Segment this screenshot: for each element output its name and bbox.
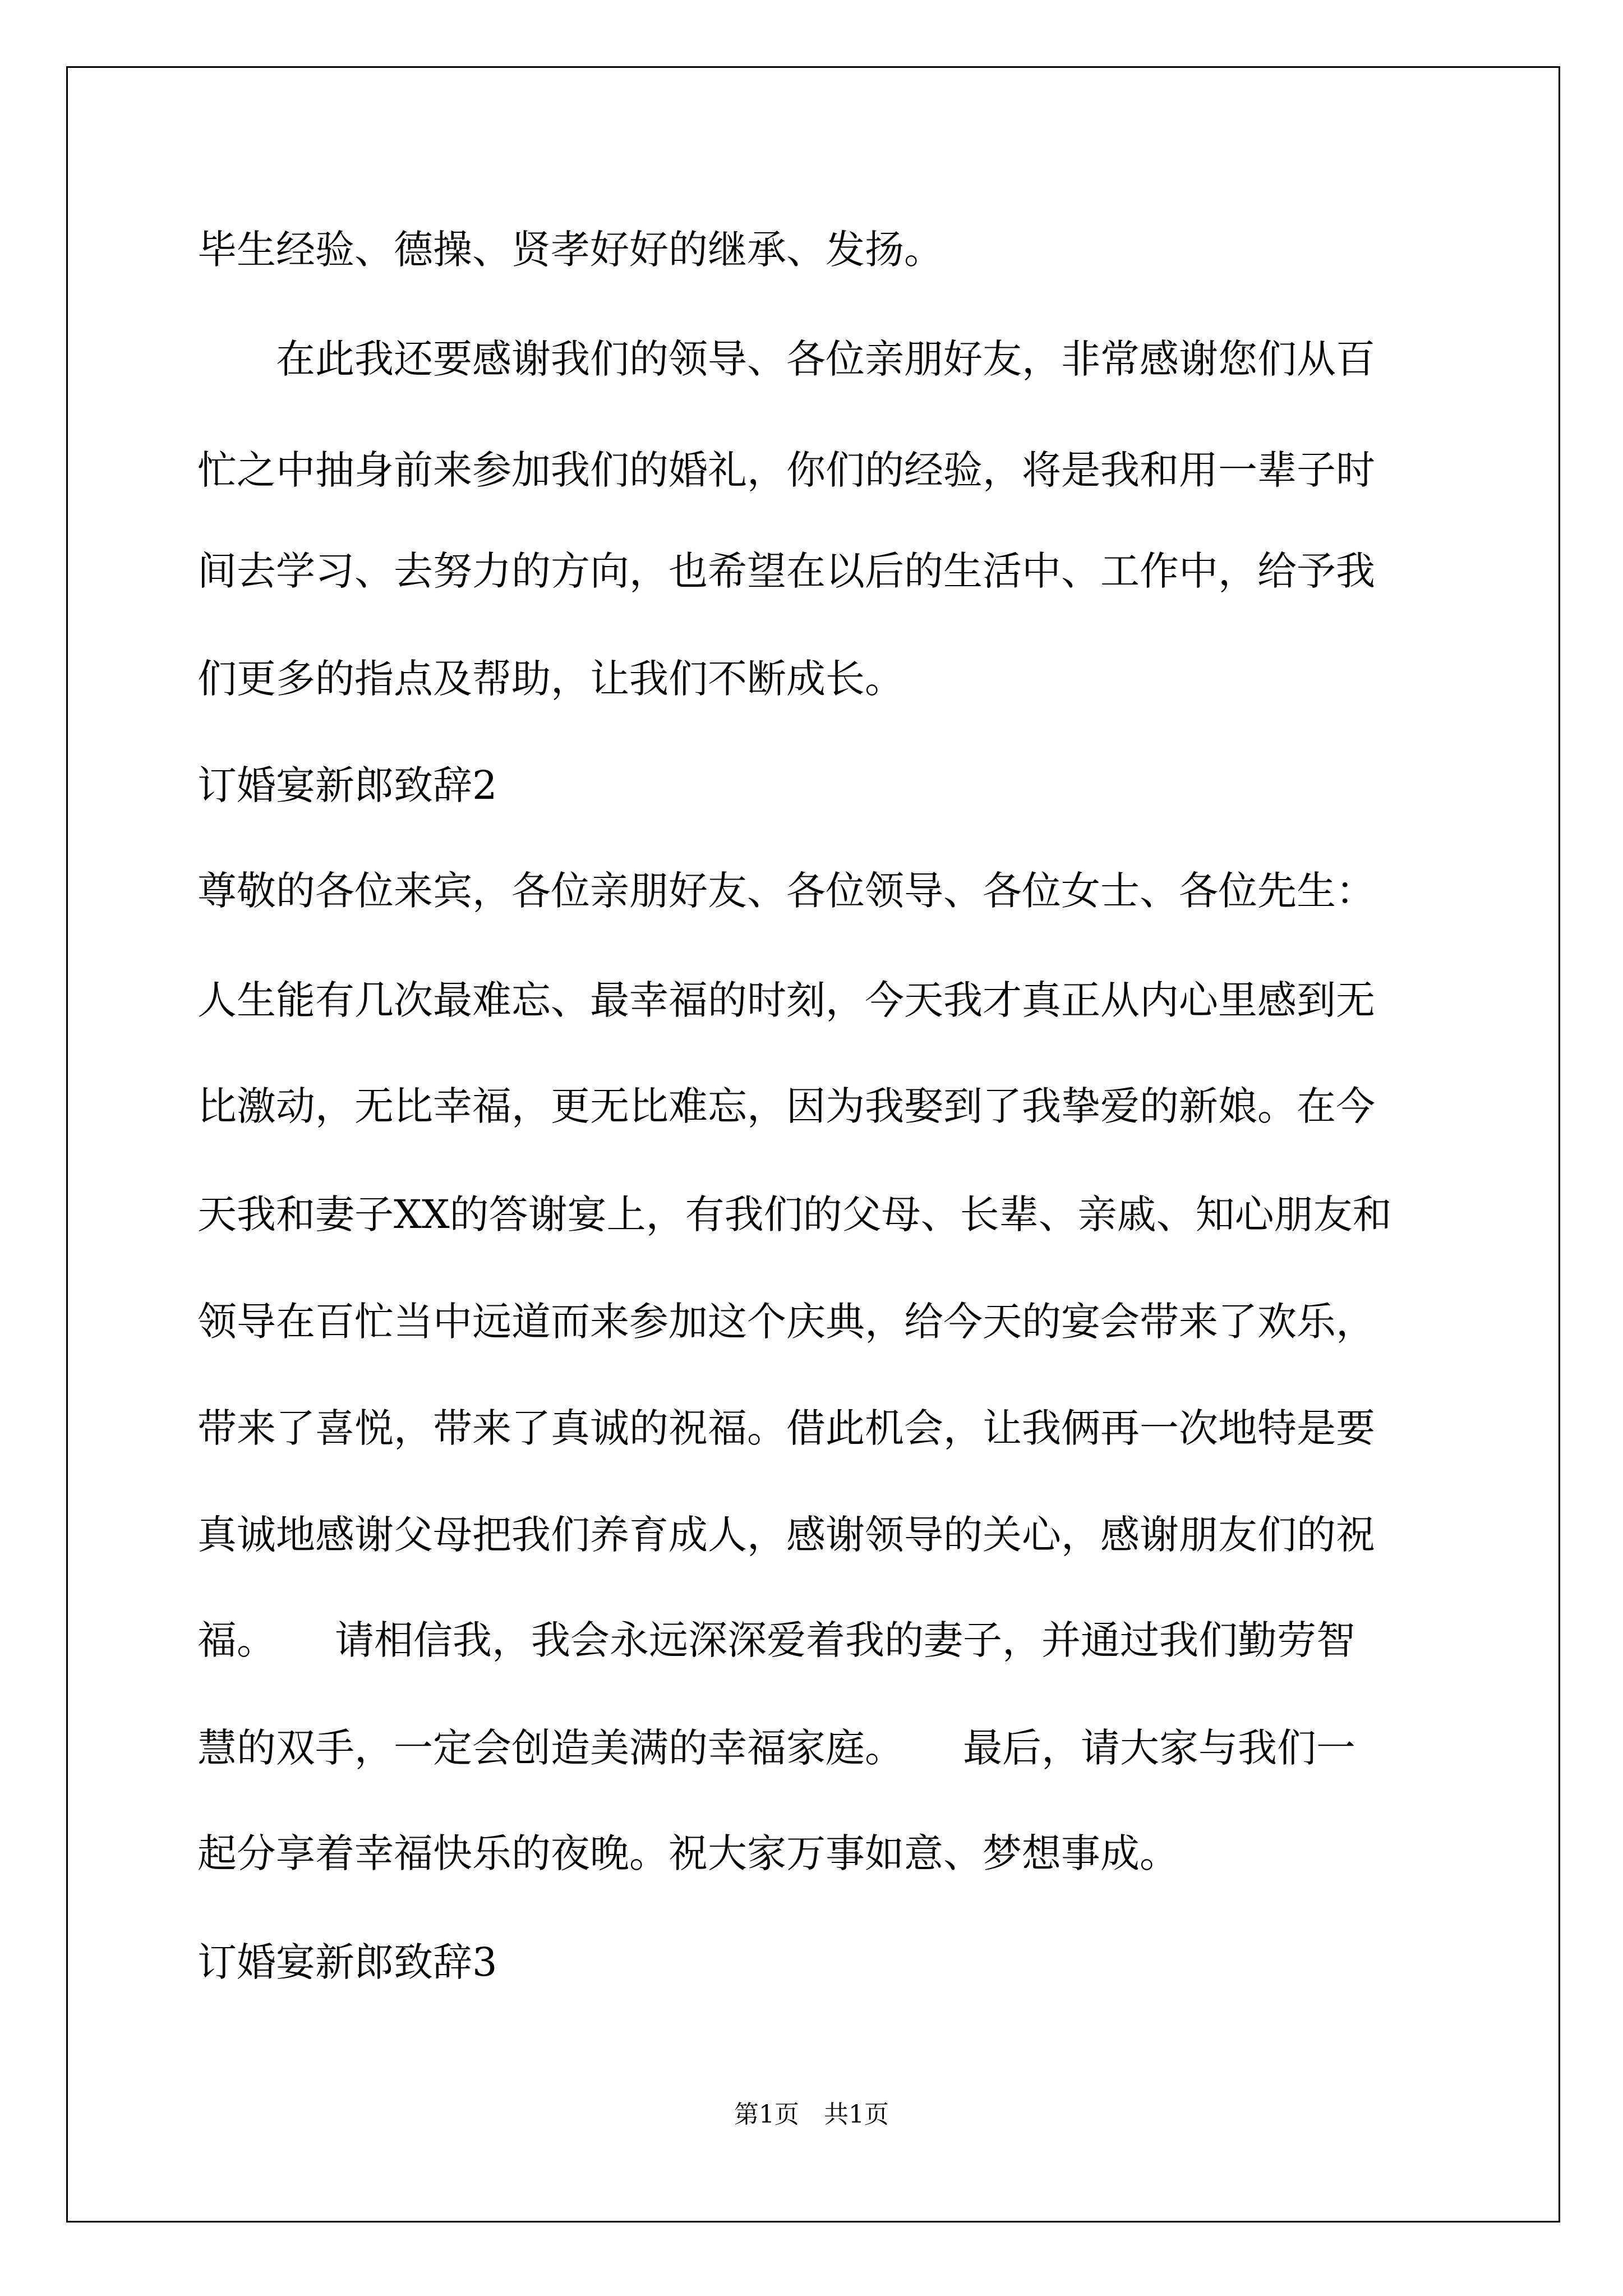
- text-line-16: 起分享着幸福快乐的夜晚。祝大家万事如意、梦想事成。: [197, 1830, 1179, 1876]
- text-line-8: 人生能有几次最难忘、最幸福的时刻，今天我才真正从内心里感到无: [197, 977, 1375, 1023]
- text-line-11: 领导在百忙当中远道而来参加这个庆典，给今天的宴会带来了欢乐，: [197, 1299, 1375, 1345]
- text-line-4: 间去学习、去努力的方向，也希望在以后的生活中、工作中，给予我: [197, 548, 1375, 594]
- text-line-3: 忙之中抽身前来参加我们的婚礼，你们的经验，将是我和用一辈子时: [197, 447, 1375, 493]
- page-number-footer: 第1页 共1页: [734, 2100, 889, 2129]
- text-line-14: 福。 请相信我，我会永远深深爱着我的妻子，并通过我们勤劳智: [197, 1617, 1355, 1663]
- text-line-5: 们更多的指点及帮助，让我们不断成长。: [197, 656, 904, 702]
- text-line-10: 天我和妻子XX的答谢宴上，有我们的父母、长辈、亲戚、知心朋友和: [197, 1191, 1392, 1237]
- text-line-12: 带来了喜悦，带来了真诚的祝福。借此机会，让我俩再一次地特是要: [197, 1405, 1375, 1451]
- text-line-1: 毕生经验、德操、贤孝好好的继承、发扬。: [197, 227, 943, 273]
- section-heading-3: 订婚宴新郎致辞3: [197, 1939, 497, 1985]
- section-heading-2: 订婚宴新郎致辞2: [197, 762, 497, 808]
- text-line-13: 真诚地感谢父母把我们养育成人，感谢领导的关心，感谢朋友们的祝: [197, 1512, 1375, 1558]
- text-line-15: 慧的双手，一定会创造美满的幸福家庭。 最后，请大家与我们一: [197, 1725, 1355, 1771]
- text-line-7: 尊敬的各位来宾，各位亲朋好友、各位领导、各位女士、各位先生：: [197, 868, 1375, 914]
- page-border: [66, 66, 1560, 2223]
- text-line-2: 在此我还要感谢我们的领导、各位亲朋好友，非常感谢您们从百: [197, 336, 1375, 382]
- text-line-9: 比激动，无比幸福，更无比难忘，因为我娶到了我挚爱的新娘。在今: [197, 1083, 1375, 1129]
